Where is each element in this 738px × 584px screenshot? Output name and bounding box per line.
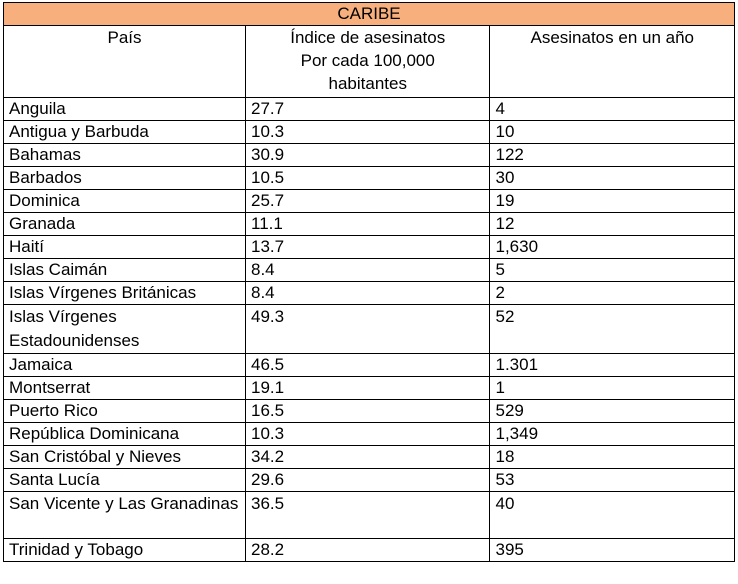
table-row xyxy=(4,354,735,377)
table-row xyxy=(4,121,735,144)
cell-rate: 36.5 xyxy=(246,492,490,539)
cell-country: Bahamas xyxy=(4,144,246,167)
cell-country: Jamaica xyxy=(4,354,246,377)
table-row xyxy=(4,98,735,121)
cell-rate: 11.1 xyxy=(246,213,490,236)
header-rate-line1: Índice de asesinatos xyxy=(290,28,446,47)
cell-country: San Vicente y Las Granadinas xyxy=(4,492,246,539)
cell-country: Dominica xyxy=(4,190,246,213)
cell-count: 2 xyxy=(490,282,735,305)
cell-count: 1.301 xyxy=(490,354,735,377)
cell-country: San Cristóbal y Nieves xyxy=(4,446,246,469)
cell-country: Antigua y Barbuda xyxy=(4,121,246,144)
cell-rate: 49.3 xyxy=(246,305,490,354)
header-country: País xyxy=(4,26,246,98)
cell-country: Granada xyxy=(4,213,246,236)
cell-rate: 27.7 xyxy=(246,98,490,121)
table-row xyxy=(4,400,735,423)
table-row xyxy=(4,144,735,167)
cell-count: 5 xyxy=(490,259,735,282)
cell-country: Islas Vírgenes Británicas xyxy=(4,282,246,305)
cell-rate: 16.5 xyxy=(246,400,490,423)
cell-rate: 10.3 xyxy=(246,423,490,446)
cell-count: 12 xyxy=(490,213,735,236)
header-rate-line2: Por cada 100,000 xyxy=(300,51,435,70)
table-row xyxy=(4,236,735,259)
cell-count: 19 xyxy=(490,190,735,213)
table-row xyxy=(4,167,735,190)
cell-rate: 29.6 xyxy=(246,469,490,492)
cell-count: 122 xyxy=(490,144,735,167)
cell-country: Santa Lucía xyxy=(4,469,246,492)
cell-count: 1,630 xyxy=(490,236,735,259)
table-row xyxy=(4,469,735,492)
header-count: Asesinatos en un año xyxy=(490,26,735,98)
cell-rate: 34.2 xyxy=(246,446,490,469)
header-rate xyxy=(246,26,490,98)
cell-count: 10 xyxy=(490,121,735,144)
cell-rate: 19.1 xyxy=(246,377,490,400)
table-header-row xyxy=(4,26,735,98)
table-row xyxy=(4,446,735,469)
table-row xyxy=(4,492,735,539)
cell-country: Montserrat xyxy=(4,377,246,400)
cell-rate: 10.3 xyxy=(246,121,490,144)
cell-count: 529 xyxy=(490,400,735,423)
table-row xyxy=(4,259,735,282)
cell-country: Puerto Rico xyxy=(4,400,246,423)
cell-rate: 46.5 xyxy=(246,354,490,377)
cell-rate: 8.4 xyxy=(246,259,490,282)
cell-country: Barbados xyxy=(4,167,246,190)
cell-rate: 28.2 xyxy=(246,539,490,562)
cell-rate: 25.7 xyxy=(246,190,490,213)
cell-count: 1 xyxy=(490,377,735,400)
cell-country: Haití xyxy=(4,236,246,259)
table-title: CARIBE xyxy=(4,3,735,26)
table-row xyxy=(4,423,735,446)
cell-rate: 13.7 xyxy=(246,236,490,259)
table-row xyxy=(4,282,735,305)
table-row xyxy=(4,190,735,213)
table-row xyxy=(4,213,735,236)
cell-count: 1,349 xyxy=(490,423,735,446)
cell-country: Trinidad y Tobago xyxy=(4,539,246,562)
cell-count: 30 xyxy=(490,167,735,190)
cell-country: Islas Caimán xyxy=(4,259,246,282)
table-row xyxy=(4,539,735,562)
cell-count: 18 xyxy=(490,446,735,469)
table-row xyxy=(4,305,735,354)
cell-rate: 10.5 xyxy=(246,167,490,190)
cell-count: 395 xyxy=(490,539,735,562)
cell-rate: 30.9 xyxy=(246,144,490,167)
cell-country: República Dominicana xyxy=(4,423,246,446)
cell-count: 4 xyxy=(490,98,735,121)
cell-country: Islas Vírgenes Estadounidenses xyxy=(4,305,246,354)
table-row xyxy=(4,377,735,400)
table-title-row xyxy=(4,3,735,26)
cell-count: 52 xyxy=(490,305,735,354)
cell-count: 53 xyxy=(490,469,735,492)
header-rate-line3: habitantes xyxy=(328,74,407,93)
cell-rate: 8.4 xyxy=(246,282,490,305)
cell-count: 40 xyxy=(490,492,735,539)
cell-country: Anguila xyxy=(4,98,246,121)
caribe-murder-table xyxy=(3,2,735,562)
